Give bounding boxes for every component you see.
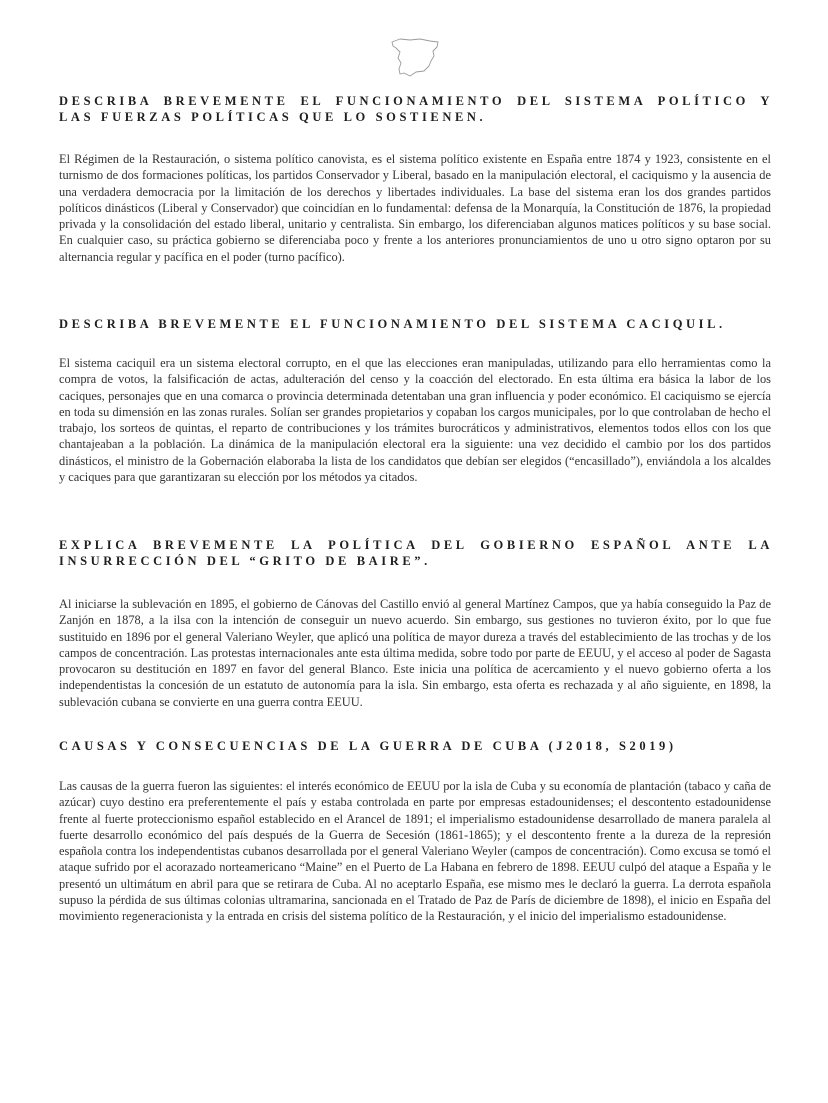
section-body-caciquismo: El sistema caciquil era un sistema electoral corrupto, en el que las elecciones eran manipuladas, utilizando para ello herramientas como la compra de votos, la falsificación de actas, adulteración del censo y la coacción del electorado. En esta última era básica la labor de los caciques, personajes que en una comarca o provincia determinada detentaban una gran influencia y poder económico. El caciquismo se ejercía en toda su dimensión en las zonas rurales. Solían ser grandes propietarios y copaban los cargos municipales, por lo que controlaban de hecho el trabajo, los sorteos de quintas, el reparto de contribuciones y los trámites burocráticos y administrativos, elementos todos ellos con los que chantajeaban a la población. La dinámica de la manipulación electoral era la siguiente: una vez decidido el cambio por los dos partidos dinásticos, el ministro de la Gobernación elaboraba la lista de los candidatos que debían ser elegidos (“encasillado”), enviándola a los alcaldes y caciques para que garantizaran su elección por los métodos ya citados.: [59, 356, 771, 485]
spain-map-outline-icon: [390, 36, 440, 78]
section-body-grito-de-baire: Al iniciarse la sublevación en 1895, el gobierno de Cánovas del Castillo envió al general Martínez Campos, que ya había conseguido la Paz de Zanjón en 1878, a la ilsa con la intención de conseguir un nuevo acuerdo. Sin embargo, sus gestiones no tuvieron éxito, por lo que fue sustituido en 1896 por el general Valeriano Weyler, que aplicó una política de mayor dureza a través del establecimiento de las trochas y de los campos de concentración. Las protestas internacionales ante esta última medida, sobre todo por parte de EEUU, y el acceso al poder de Sagasta provocaron su destitución en 1897 en favor del general Blanco. Este inicia una política de acercamiento y el nuevo gobierno oferta a los independentistas la concesión de un estatuto de autonomía para la isla. Sin embargo, esta oferta es rechazada y al año siguiente, en 1898, la sublevación cubana se convierte en una guerra contra EEUU.: [59, 597, 771, 709]
section-heading-grito-de-baire: EXPLICA BREVEMENTE LA POLÍTICA DEL GOBIERNO ESPAÑOL ANTE LA INSURRECCIÓN DEL “GRITO DE BAIRE”.: [59, 538, 773, 568]
section-heading-caciquismo: DESCRIBA BREVEMENTE EL FUNCIONAMIENTO DEL SISTEMA CACIQUIL.: [59, 317, 726, 331]
section-body-political-system: El Régimen de la Restauración, o sistema político canovista, es el sistema político existente en España entre 1874 y 1923, consistente en el turnismo de dos formaciones políticas, los partidos Conservador y Liberal, basado en la manipulación electoral, el caciquismo y la ausencia de una verdadera democracia por la limitación de los derechos y libertades individuales. La base del sistema eran los dos grandes partidos políticos dinásticos (Liberal y Conservador) que coincidían en lo fundamental: defensa de la Monarquía, la Constitución de 1876, la propiedad privada y la consolidación del estado liberal, unitario y centralista. Sin embargo, los diferenciaban algunos matices políticos y su base social. En cualquier caso, su práctica gobierno se diferenciaba poco y frente a los anteriores pronunciamientos de uno u otro signo optaron por su alternancia regular y pacífica en el poder (turno pacífico).: [59, 152, 771, 264]
section-heading-political-system: DESCRIBA BREVEMENTE EL FUNCIONAMIENTO DEL SISTEMA POLÍTICO Y LAS FUERZAS POLÍTICAS QUE LO SOSTIENEN.: [59, 94, 773, 124]
section-heading-guerra-de-cuba: CAUSAS Y CONSECUENCIAS DE LA GUERRA DE CUBA (J2018, S2019): [59, 739, 677, 753]
section-body-guerra-de-cuba: Las causas de la guerra fueron las siguientes: el interés económico de EEUU por la isla de Cuba y su economía de plantación (tabaco y caña de azúcar) cuyo destino era preferentemente el país y estaba controlada en parte por empresas estadounidenses; el descontento estadounidense frente al fuerte proteccionismo español establecido en el Arancel de 1891; el imperialismo estadounidense desarrollado de manera paralela al fuerte desarrollo económico del país después de la Guerra de Secesión (1861-1865); y el descontento frente a la dureza de la represión española contra los independentistas cubanos desarrollada por el general Valeriano Weyler (campos de concentración). Como excusa se tomó el ataque sufrido por el acorazado norteamericano “Maine” en el Puerto de La Habana en febrero de 1898. EEUU culpó del ataque a España y le presentó un ultimátum en abril para que se retirara de Cuba. Al no aceptarlo España, ese mismo mes le declaró la guerra. La derrota española supuso la pérdida de sus últimas colonias ultramarina, sancionada en el Tratado de Paz de París de diciembre de 1898), el inicio en España del movimiento regeneracionista y la entrada en crisis del sistema político de la Restauración, y el inicio del imperialismo estadounidense.: [59, 779, 771, 924]
